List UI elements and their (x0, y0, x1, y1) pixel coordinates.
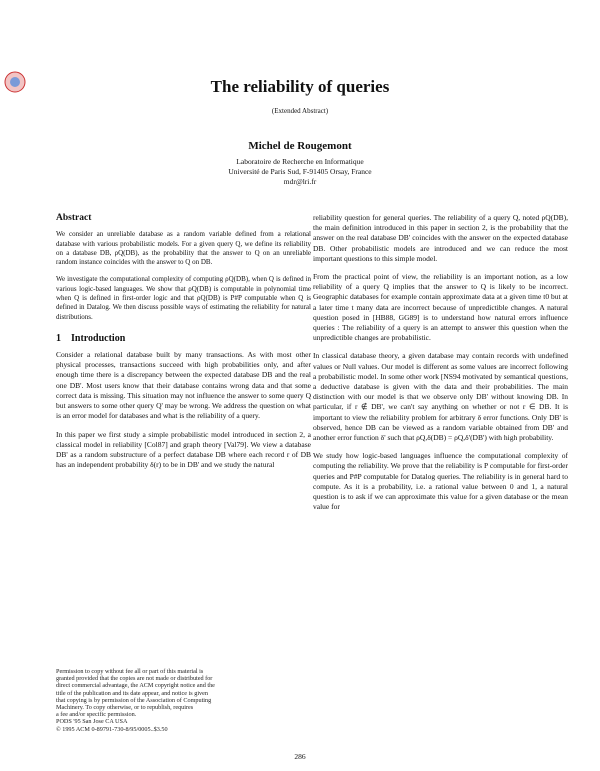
abstract-paragraph: We consider an unreliable database as a random variable defined from a relational database with various probabilistic models. For a given query Q, we define its reliability on a database DB, ρQ(DB), as the probability that the answer to Q on an unreliable random instance coincides with the answer to Q on DB. (56, 230, 311, 267)
body-paragraph: In classical database theory, a given database may contain records with undefined values or Null values. Our model is different as some values are incorrect following a probabilistic model. In some other work [NS94 motivated by semantical questions, a deductive database is given with the data and their probabilities. The main distinction with our model is that we observe only DB' without knowing DB. In particular, if r ∉ DB', we can't say anything on whether or not r ∈ DB. It is important to view the reliability problem for arbitrary δ error functions. Only DB' is observed, hence DB can be viewed as a random variable obtained from DB' and another error function δ' such that ρQ,δ(DB) = ρQ,δ'(DB') with high probability. (313, 351, 568, 443)
footnote-line: © 1995 ACM 0-89791-730-8/95/0005..$3.50 (56, 725, 168, 733)
affiliation-line: Université de Paris Sud, F-91405 Orsay, France (228, 167, 372, 176)
abstract-heading: Abstract (56, 213, 92, 223)
body-paragraph: reliability question for general queries. The reliability of a query Q, noted ρQ(DB), the main definition introduced in this paper in section 2, is the probability that the answer on the real database DB' coincides with the answer on the expected database DB. Other probabilistic models are introduced and we can reduce the most important questions to this simple model. (313, 213, 568, 263)
paper-title: The reliability of queries (210, 77, 390, 96)
paper-subtitle: (Extended Abstract) (271, 107, 329, 115)
section-heading (56, 334, 311, 344)
affiliation-line: Laboratoire de Recherche en Informatique (236, 157, 364, 166)
page-number: 286 (294, 752, 306, 761)
section-number: 1 (56, 332, 61, 344)
right-column (313, 213, 568, 520)
body-paragraph: From the practical point of view, the reliability is an important notion, as a low reliability of a query Q implies that the answer to Q is likely to be incorrect. Geographic databases for example contain approximate data at a given time t0 but at a later time t many data are incorrect because of unpredictible changes. A natural question posed in [HB88, GG89] is to understand how natural errors influence queries : The reliability of a query is an attempt to answer this question when the unpredictible changes are probabilistic. (313, 272, 568, 343)
abstract-paragraph: We investigate the computational complexity of computing ρQ(DB), when Q is defined in various logic-based languages. We show that ρQ(DB) is computable in polynomial time when Q is defined in first-order logic and that ρQ(DB) is P#P computable when Q is defined in Datalog. We then discuss possible ways of estimating the reliability for natural distributions. (56, 275, 311, 321)
copyright-footnote (56, 668, 296, 733)
footnote-line: a fee and/or specific permission. (56, 711, 137, 719)
left-column (56, 213, 311, 478)
section-title: Introduction (71, 332, 126, 344)
footnote-line: direct commercial advantage, the ACM copyright notice and the (56, 682, 215, 690)
author-email: mdr@lri.fr (283, 177, 317, 186)
body-paragraph: We study how logic-based languages influence the computational complexity of computing the reliability. We prove that the reliability is P computable for first-order queries and P#P computable for Datalog queries. The reliability is in general hard to compute. As it is a probability, i.e. a rational value between 0 and 1, a natural question is to ask if we can approximate this value for a given database or the mean value for (313, 451, 568, 512)
footnote-line: granted provided that the copies are not made or distributed for (56, 675, 213, 683)
footnote-line: Machinery. To copy otherwise, or to republish, requires (56, 704, 194, 712)
footnote-line: PODS '95 San Jose CA USA (56, 718, 128, 726)
footnote-line: Permission to copy without fee all or part of this material is (56, 668, 204, 675)
body-paragraph: Consider a relational database built by many transactions. As with most other physical processes, transactions succeed with high probabilities only, and after enough time there is a discrepancy between the expected database DB and the real one DB'. Most users know that their database contains wrong data and that some correct data is missing. This situation may not influence the answer to some query Q but answers to some other query Q' may be wrong. We address the question on what is an error model for databases and what is the reliability of a query. (56, 350, 311, 421)
author-name: Michel de Rougemont (248, 140, 352, 152)
footnote-line: title of the publication and its date appear, and notice is given (56, 689, 208, 697)
body-paragraph: In this paper we first study a simple probabilistic model introduced in section 2, a classical model in reliability [Col87] and graph theory [Val79]. We view a database DB' as a random substructure of a perfect database DB where each record r of DB has an independent probability δ(r) to be in DB' and we study the natural (56, 429, 311, 470)
footnote-line: that copying is by permission of the Association of Computing (56, 696, 212, 704)
